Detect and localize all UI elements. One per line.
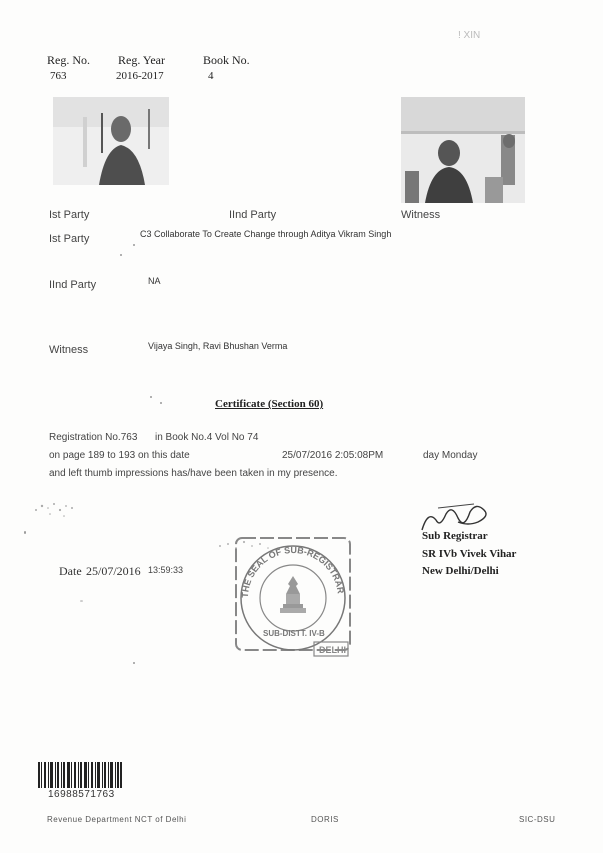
time-value: 13:59:33 — [148, 565, 184, 575]
speck — [120, 254, 122, 256]
date-label: Date — [59, 564, 82, 578]
cert-registration-no: Registration No.763 — [49, 432, 138, 443]
cert-thumb-impression: and left thumb impressions has/have been taken in my presence. — [49, 468, 338, 479]
speck — [150, 396, 152, 398]
book-no-value: 4 — [208, 70, 214, 82]
thumb-smudge — [30, 496, 90, 526]
speck — [80, 600, 83, 602]
second-party-label: IInd Party — [49, 279, 97, 291]
cert-book-vol: in Book No.4 Vol No 74 — [155, 432, 259, 443]
footer-system: DORIS — [311, 815, 339, 824]
witness-value: Vijaya Singh, Ravi Bhushan Verma — [148, 341, 288, 351]
speck — [24, 531, 26, 534]
cert-page-range: on page 189 to 193 on this date — [49, 450, 190, 461]
reg-no-label: Reg. No. — [47, 53, 90, 67]
cert-date-time: 25/07/2016 2:05:08PM — [282, 450, 384, 461]
registrar-location: New Delhi/Delhi — [422, 565, 499, 577]
reg-year-value: 2016-2017 — [116, 70, 164, 82]
speck — [133, 244, 135, 246]
witness-label: Witness — [49, 344, 89, 356]
reg-no-value: 763 — [50, 70, 67, 82]
caption-witness: Witness — [401, 209, 441, 221]
speck — [160, 402, 162, 404]
reg-year-label: Reg. Year — [118, 53, 165, 67]
svg-text:DELHI: DELHI — [319, 645, 346, 655]
footer-department: Revenue Department NCT of Delhi — [47, 815, 187, 824]
first-party-photo — [53, 97, 169, 185]
speck — [133, 662, 135, 664]
first-party-label: Ist Party — [49, 233, 90, 245]
registrar-title: Sub Registrar — [422, 530, 488, 542]
svg-text:SUB-DISTT. IV-B: SUB-DISTT. IV-B — [263, 629, 325, 638]
certificate-title: Certificate (Section 60) — [215, 398, 324, 410]
barcode-number: 16988571763 — [48, 789, 115, 800]
seal-smudge — [216, 536, 276, 556]
caption-second-party: IInd Party — [229, 209, 277, 221]
first-party-value: C3 Collaborate To Create Change through Aditya Vikram Singh — [140, 229, 392, 239]
footer-code: SIC-DSU — [519, 815, 556, 824]
caption-first-party: Ist Party — [49, 209, 90, 221]
second-party-value: NA — [148, 276, 161, 286]
witness-photo — [401, 97, 525, 203]
registrar-office: SR IVb Vivek Vihar — [422, 548, 517, 560]
corner-mark: ! XIN — [458, 30, 481, 41]
book-no-label: Book No. — [203, 53, 250, 67]
date-value: 25/07/2016 — [86, 564, 141, 578]
svg-text:THE SEAL OF SUB-REGISTRAR: THE SEAL OF SUB-REGISTRAR — [239, 544, 346, 599]
barcode — [38, 762, 122, 788]
cert-day: day Monday — [423, 450, 478, 461]
